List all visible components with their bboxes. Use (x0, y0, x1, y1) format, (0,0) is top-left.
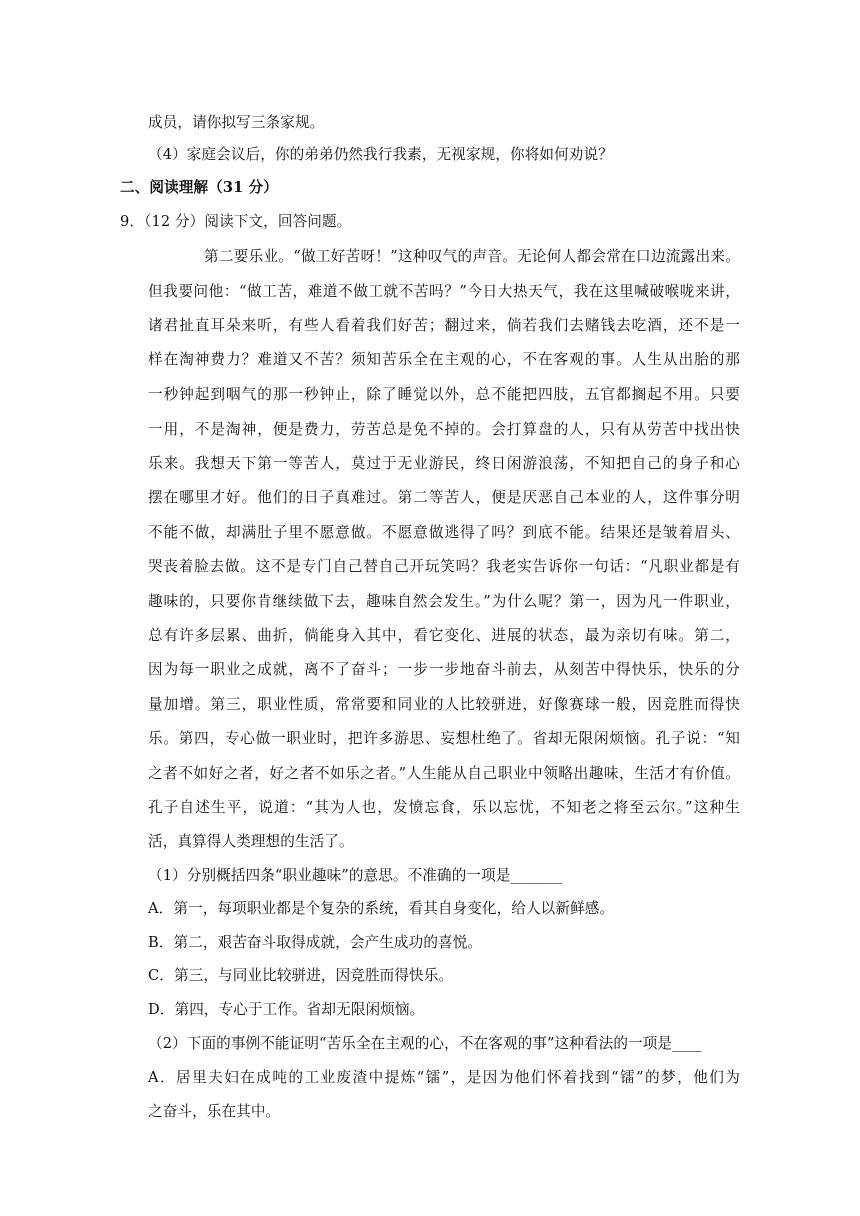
passage-line: 一秒钟起到咽气的那一秒钟止，除了睡觉以外，总不能把四肢，五官都搁起不用。只要 (148, 386, 740, 403)
sub-question-1: （1）分别概括四条“职业趣味”的意思。不准确的一项是_______ (148, 867, 563, 884)
question-9-intro: 9．（12 分）阅读下文，回答问题。 (120, 213, 352, 230)
family-rules-text: 成员，请你拟写三条家规。 (148, 114, 325, 131)
option-b: B．第二，艰苦奋斗取得成就，会产生成功的喜悦。 (148, 934, 483, 951)
passage-line: 哭丧着脸去做。这不是专门自己替自己开玩笑吗？我老实告诉你一句话：“凡职业都是有 (148, 558, 740, 575)
sub-question-2: （2）下面的事例不能证明“苦乐全在主观的心，不在客观的事”这种看法的一项是____ (148, 1035, 702, 1052)
passage-line: 一用，不是淘神，便是费力，劳苦总是免不掉的。会打算盘的人，只有从劳苦中找出快 (148, 421, 740, 438)
passage-line: 乐来。我想天下第一等苦人，莫过于无业游民，终日闲游浪荡，不知把自己的身子和心 (148, 455, 740, 472)
option-a-line1: A．居里夫妇在成吨的工业废渣中提炼“镭”，是因为他们怀着找到“镭”的梦，他们为 (148, 1069, 740, 1086)
passage-line: 不能不做，却满肚子里不愿意做。不愿意做逃得了吗？到底不能。结果还是皱着眉头、 (148, 524, 740, 541)
passage-line: 样在淘神费力？难道又不苦？须知苦乐全在主观的心，不在客观的事。人生从出胎的那 (148, 351, 740, 368)
passage-line: 趣味的，只要你肯继续做下去，趣味自然会发生。”为什么呢？第一，因为凡一件职业， (148, 593, 740, 610)
option-a: A．第一，每项职业都是个复杂的系统，看其自身变化，给人以新鲜感。 (148, 900, 615, 917)
passage-line: 活，真算得人类理想的生活了。 (148, 833, 354, 850)
passage-line: 因为每一职业之成就，离不了奋斗；一步一步地奋斗前去，从刻苦中得快乐，快乐的分 (148, 661, 740, 678)
passage-line: 孔子自述生平，说道：“其为人也，发愤忘食，乐以忘忧，不知老之将至云尔。”这种生 (148, 799, 740, 816)
passage-line: 但我要问他：“做工苦，难道不做工就不苦吗？”今日大热天气，我在这里喊破喉咙来讲， (148, 283, 740, 300)
option-a-line2: 之奋斗，乐在其中。 (148, 1103, 281, 1120)
passage-line: 摆在哪里才好。他们的日子真难过。第二等苦人，便是厌恶自己本业的人，这件事分明 (148, 489, 740, 506)
passage-line: 乐。第四，专心做一职业时，把许多游思、妄想杜绝了。省却无限闲烦恼。孔子说：“知 (148, 730, 740, 747)
section-heading: 二、阅读理解（31 分） (120, 179, 278, 196)
question-4: （4）家庭会议后，你的弟弟仍然我行我素，无视家规，你将如何劝说？ (148, 146, 613, 163)
passage-line: 量加增。第三，职业性质，常常要和同业的人比较骈进，好像赛球一般，因竞胜而得快 (148, 696, 740, 713)
passage-line: 第二要乐业。“做工好苦呀！”这种叹气的声音。无论何人都会常在口边流露出来。 (204, 248, 740, 265)
option-c: C．第三，与同业比较骈进，因竞胜而得快乐。 (148, 967, 454, 984)
passage-line: 总有许多层累、曲折，倘能身入其中，看它变化、进展的状态，最为亲切有味。第二， (148, 627, 740, 644)
passage-line: 诸君扯直耳朵来听，有些人看着我们好苦；翻过来，倘若我们去赌钱去吃酒，还不是一 (148, 317, 740, 334)
passage-line: 之者不如好之者，好之者不如乐之者。”人生能从自己职业中领略出趣味，生活才有价值。 (148, 765, 740, 782)
option-d: D．第四，专心于工作。省却无限闲烦恼。 (148, 1001, 425, 1018)
